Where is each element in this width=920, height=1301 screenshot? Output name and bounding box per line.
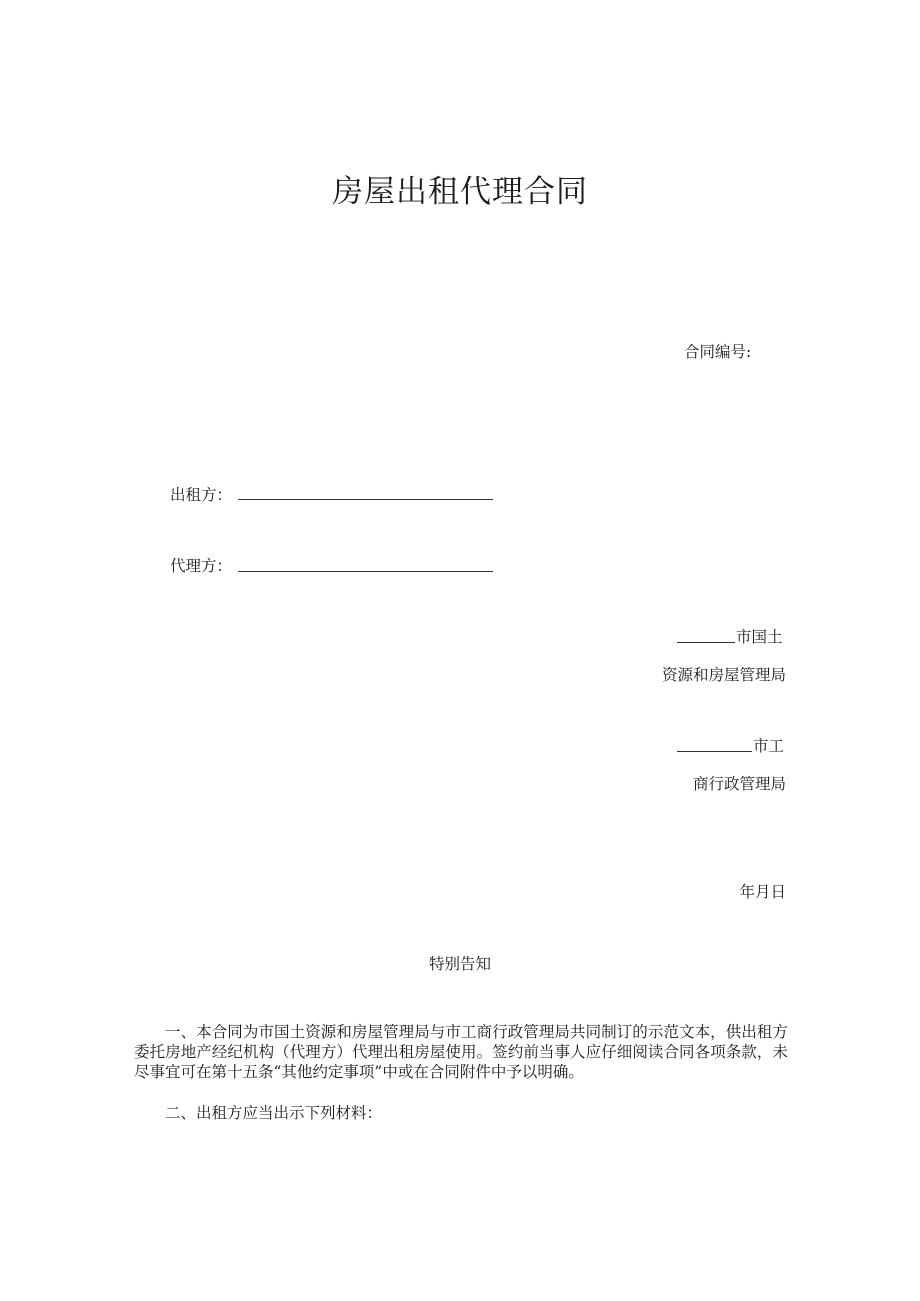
- lessor-blank-line: [238, 499, 493, 500]
- notice-paragraph-2: 二、出租方应当出示下列材料：: [165, 1104, 383, 1122]
- date-line: 年月日: [739, 883, 786, 901]
- authority2-blank-line: [677, 751, 752, 752]
- authority1-blank-line: [677, 642, 735, 643]
- contract-number-label: 合同编号:: [684, 343, 752, 361]
- document-title: 房屋出租代理合同: [332, 174, 588, 210]
- agent-blank-line: [238, 571, 493, 572]
- authority2-line1: 市工: [753, 737, 785, 755]
- authority1-line1: 市国土: [736, 628, 783, 646]
- agent-label: 代理方：: [170, 557, 233, 575]
- notice-paragraph-1: 一、本合同为市国土资源和房屋管理局与市工商行政管理局共同制订的示范文本，供出租方委托房地产经纪机构（代理方）代理出租房屋使用。签约前当事人应仔细阅读合同各项条款，未尽事宜可在第十五条“其他约定事项”中或在合同附件中予以明确。: [134, 1023, 788, 1081]
- notice-heading: 特别告知: [428, 955, 491, 973]
- authority1-line2: 资源和房屋管理局: [661, 666, 786, 684]
- authority2-line2: 商行政管理局: [692, 775, 786, 793]
- lessor-label: 出租方：: [170, 486, 233, 504]
